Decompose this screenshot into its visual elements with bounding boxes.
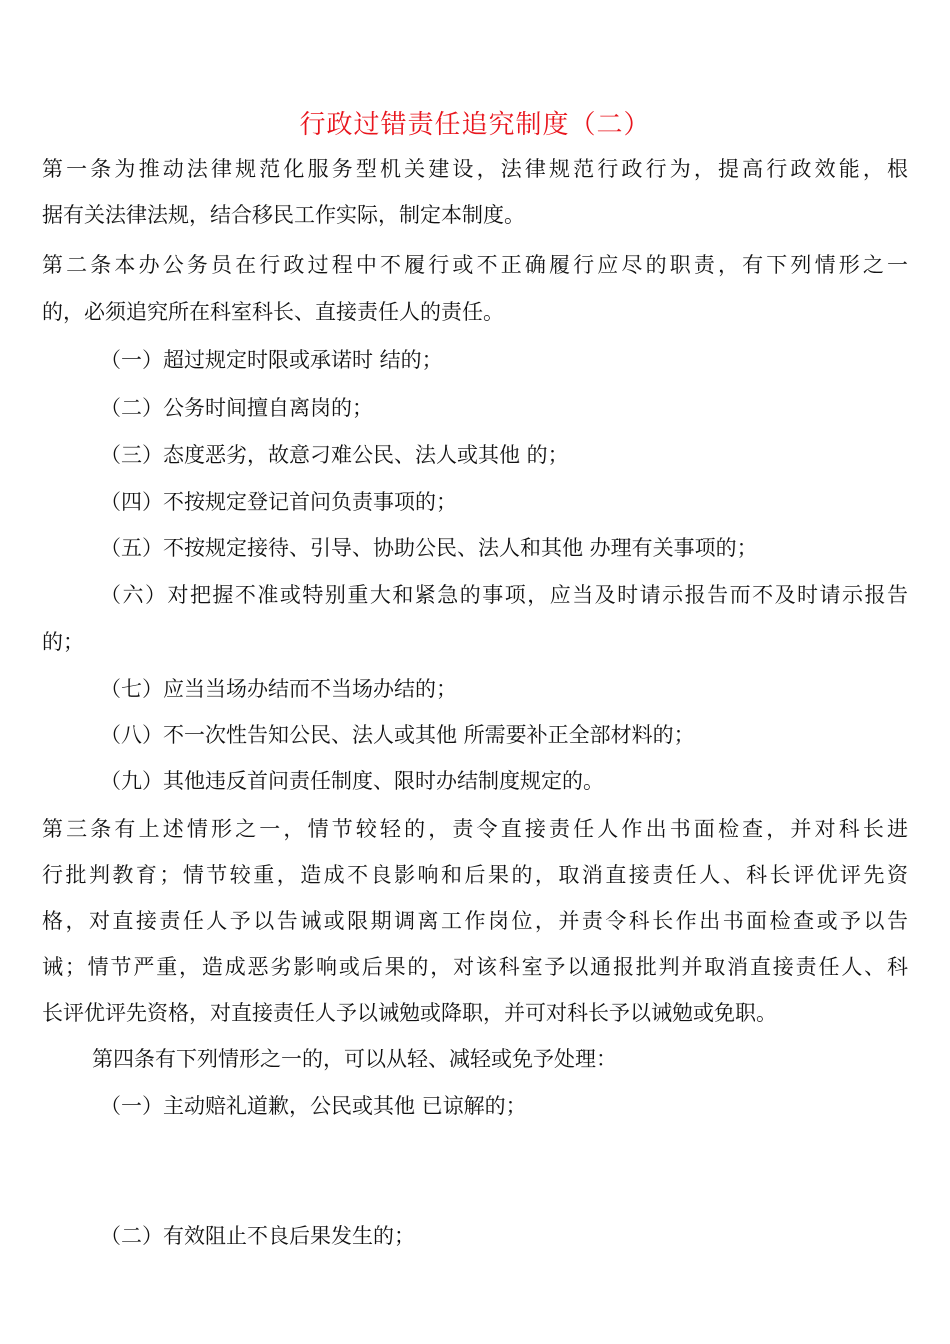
- article-2-line-1: 第二条本办公务员在行政过程中不履行或不正确履行应尽的职责，有下列情形之一: [42, 253, 908, 277]
- article-2-item-4: （四）不按规定登记首问负责事项的；: [100, 490, 457, 514]
- article-3-line-1: 第三条有上述情形之一，情节较轻的，责令直接责任人作出书面检查，并对科长进: [42, 817, 908, 841]
- article-3-line-3: 格，对直接责任人予以告诫或限期调离工作岗位，并责令科长作出书面检查或予以告: [42, 909, 908, 933]
- article-4-line-1: 第四条有下列情形之一的，可以从轻、减轻或免予处理：: [92, 1047, 617, 1071]
- article-1-line-1: 第一条为推动法律规范化服务型机关建设，法律规范行政行为，提高行政效能，根: [42, 157, 908, 181]
- article-2-line-2: 的，必须追究所在科室科长、直接责任人的责任。: [42, 300, 504, 324]
- document-title: 行政过错责任追究制度（二）: [299, 110, 651, 140]
- article-3-line-2: 行批判教育；情节较重，造成不良影响和后果的，取消直接责任人、科长评优评先资: [42, 863, 908, 887]
- article-4-item-2: （二）有效阻止不良后果发生的；: [100, 1224, 415, 1248]
- article-2-item-1: （一）超过规定时限或承诺时 结的；: [100, 348, 443, 372]
- article-2-item-6-line-1: （六）对把握不准或特别重大和紧急的事项，应当及时请示报告而不及时请示报告: [100, 583, 908, 607]
- article-4-item-1: （一）主动赔礼道歉，公民或其他 已谅解的；: [100, 1094, 527, 1118]
- article-2-item-7: （七）应当当场办结而不当场办结的；: [100, 677, 457, 701]
- article-2-item-9: （九）其他违反首问责任制度、限时办结制度规定的。: [100, 769, 604, 793]
- article-2-item-8: （八）不一次性告知公民、法人或其他 所需要补正全部材料的；: [100, 723, 695, 747]
- article-2-item-3: （三）态度恶劣，故意刁难公民、法人或其他 的；: [100, 443, 569, 467]
- article-1-line-2: 据有关法律法规，结合移民工作实际，制定本制度。: [42, 203, 525, 227]
- article-2-item-6-line-2: 的；: [42, 630, 84, 654]
- article-2-item-2: （二）公务时间擅自离岗的；: [100, 396, 373, 420]
- article-3-line-5: 长评优评先资格，对直接责任人予以诫勉或降职，并可对科长予以诫勉或免职。: [42, 1001, 777, 1025]
- article-3-line-4: 诫；情节严重，造成恶劣影响或后果的，对该科室予以通报批判并取消直接责任人、科: [42, 955, 908, 979]
- article-2-item-5: （五）不按规定接待、引导、协助公民、法人和其他 办理有关事项的；: [100, 536, 758, 560]
